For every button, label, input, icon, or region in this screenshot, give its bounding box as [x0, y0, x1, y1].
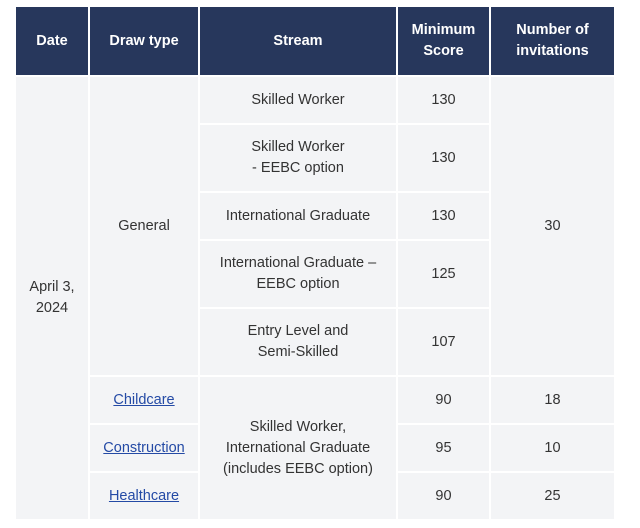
stream-cell: Skilled Worker: [199, 76, 397, 124]
draw-type-childcare: [89, 376, 199, 424]
invitations-cell: 25: [490, 472, 615, 520]
score-cell: 95: [397, 424, 490, 472]
construction-link[interactable]: Construction: [103, 439, 185, 456]
header-date: Date: [15, 7, 89, 76]
table-row: [15, 76, 615, 124]
invitations-cell: 10: [490, 424, 615, 472]
draw-type-general: General: [89, 76, 199, 376]
healthcare-link[interactable]: Healthcare: [108, 487, 180, 504]
draws-table-container: [14, 7, 614, 521]
header-row: [15, 7, 615, 76]
header-minimum-score: Minimum Score: [397, 7, 490, 76]
score-cell: 90: [397, 472, 490, 520]
score-cell: 125: [397, 240, 490, 308]
table-row: [15, 376, 615, 424]
invitations-cell: 18: [490, 376, 615, 424]
header-draw-type: Draw type: [89, 7, 199, 76]
stream-cell: Skilled Worker - EEBC option: [199, 124, 397, 192]
invitations-general: 30: [490, 76, 615, 376]
stream-cell: Entry Level and Semi-Skilled: [199, 308, 397, 376]
score-cell: 130: [397, 124, 490, 192]
header-number-of-invitations: Number of invitations: [490, 7, 615, 76]
score-cell: 130: [397, 76, 490, 124]
stream-cell: International Graduate: [199, 192, 397, 240]
stream-targeted: Skilled Worker, International Graduate (includes EEBC option): [199, 376, 397, 520]
score-cell: 90: [397, 376, 490, 424]
draw-type-construction: [89, 424, 199, 472]
header-stream: Stream: [199, 7, 397, 76]
stream-cell: International Graduate – EEBC option: [199, 240, 397, 308]
childcare-link[interactable]: Childcare: [113, 391, 175, 408]
draws-table: [14, 7, 616, 521]
draw-type-healthcare: [89, 472, 199, 520]
score-cell: 107: [397, 308, 490, 376]
score-cell: 130: [397, 192, 490, 240]
date-cell: April 3, 2024: [15, 76, 89, 520]
